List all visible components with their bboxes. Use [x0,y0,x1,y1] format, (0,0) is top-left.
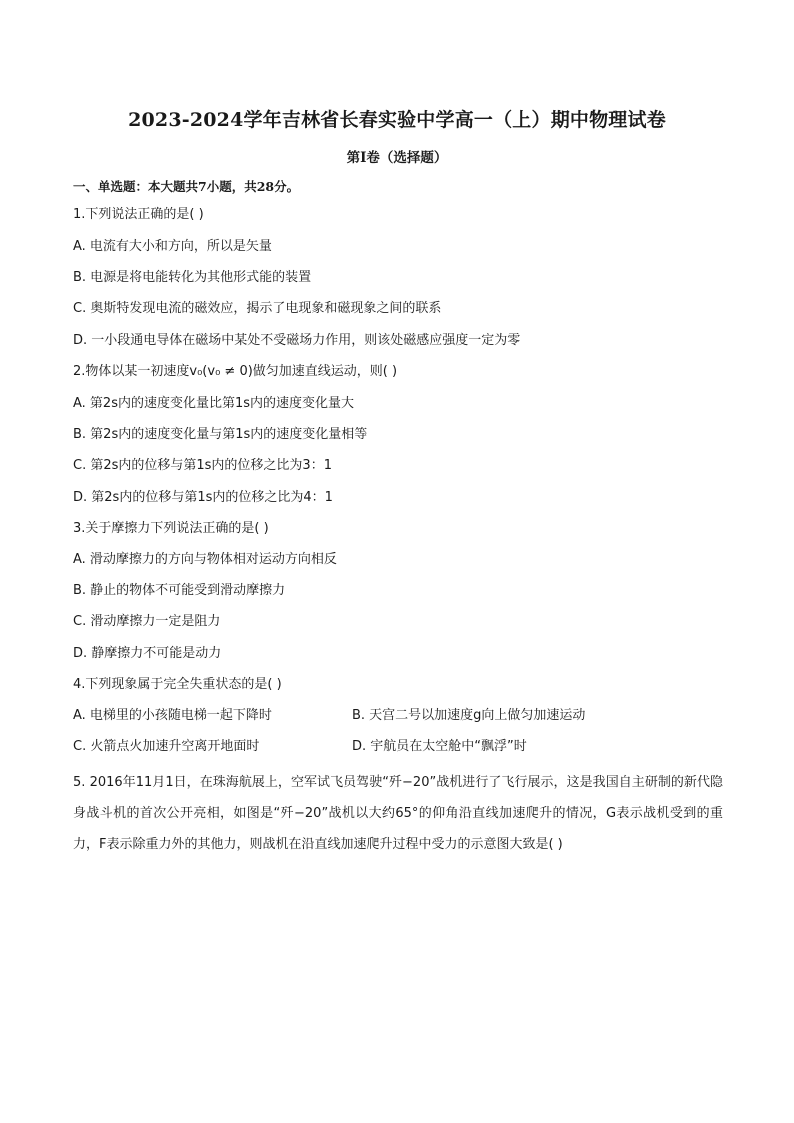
question-2-stem: 2.物体以某一初速度v₀(v₀ ≠ 0)做匀加速直线运动，则( ) [73,364,398,379]
question-3-option-b: B. 静止的物体不可能受到滑动摩擦力 [73,583,286,598]
section-heading: 一、单选题：本大题共7小题，共28分。 [73,179,300,194]
question-2-option-c: C. 第2s内的位移与第1s内的位移之比为3：1 [73,458,332,473]
question-1-option-d: D. 一小段通电导体在磁场中某处不受磁场力作用，则该处磁感应强度一定为零 [73,333,521,348]
question-5-stem: 5. 2016年11月1日，在珠海航展上，空军试飞员驾驶“歼−20”战机进行了飞行展示，这是我国自主研制的新代隐身战斗机的首次公开亮相，如图是“歼−20”战机以大约65°的仰角沿直线加速爬升的情况，G表示战机受到的重力，F表示除重力外的其他力，则战机在沿直线加速爬升过程中受力的示意图大致是( ) [73,775,723,852]
question-3-option-a: A. 滑动摩擦力的方向与物体相对运动方向相反 [73,552,337,567]
question-4-option-c: C. 火箭点火加速升空离开地面时 [73,739,260,754]
question-3-option-c: C. 滑动摩擦力一定是阻力 [73,614,221,629]
question-1-option-b: B. 电源是将电能转化为其他形式能的装置 [73,270,312,285]
question-1-option-c: C. 奥斯特发现电流的磁效应，揭示了电现象和磁现象之间的联系 [73,301,442,316]
question-3-stem: 3.关于摩擦力下列说法正确的是( ) [73,521,269,536]
question-2-option-d: D. 第2s内的位移与第1s内的位移之比为4：1 [73,490,333,505]
question-4-stem: 4.下列现象属于完全失重状态的是( ) [73,677,282,692]
question-1-stem: 1.下列说法正确的是( ) [73,207,204,222]
question-2-option-a: A. 第2s内的速度变化量比第1s内的速度变化量大 [73,396,355,411]
question-4-option-b: B. 天宫二号以加速度g向上做匀加速运动 [352,708,586,723]
question-4-option-a: A. 电梯里的小孩随电梯一起下降时 [73,708,272,723]
question-1-option-a: A. 电流有大小和方向，所以是矢量 [73,239,272,254]
part-subtitle: 第I卷（选择题） [346,150,448,166]
exam-title: 2023-2024学年吉林省长春实验中学高一（上）期中物理试卷 [128,109,666,131]
question-2-option-b: B. 第2s内的速度变化量与第1s内的速度变化量相等 [73,427,368,442]
question-4-option-d: D. 宇航员在太空舱中“飘浮”时 [352,739,527,754]
question-3-option-d: D. 静摩擦力不可能是动力 [73,646,222,661]
